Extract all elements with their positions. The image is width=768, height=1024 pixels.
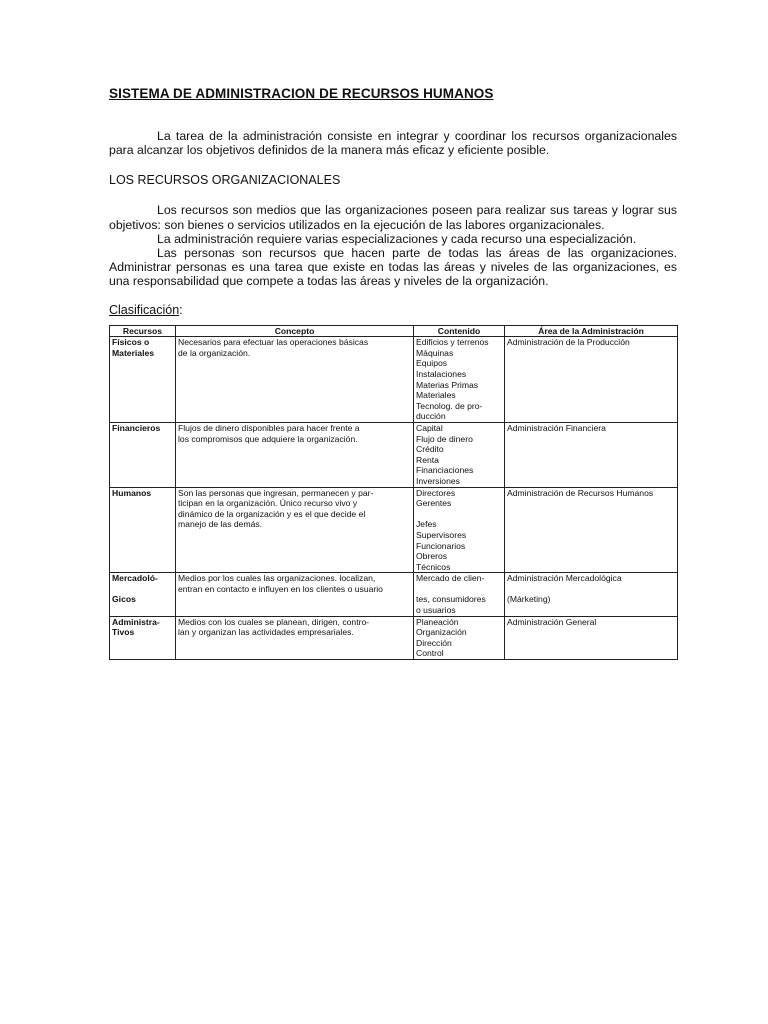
concepto-cell — [176, 616, 414, 659]
concepto-cell — [176, 337, 414, 423]
table-row — [110, 487, 678, 573]
area-cell — [505, 573, 678, 616]
cell-line: (Márketing) — [507, 594, 551, 605]
cell-line: lan y organizan las actividades empresariales. — [178, 627, 354, 638]
cell-line: Medios con los cuales se planean, dirigen, contro- — [178, 616, 370, 627]
table-row — [110, 573, 678, 616]
cell-line: Medios por los cuales las organizaciones. localizan, — [178, 573, 376, 584]
area-cell — [505, 616, 678, 659]
cell-line: los compromisos que adquiere la organización. — [178, 433, 358, 444]
cell-line: Instalaciones — [416, 369, 467, 379]
recurso-cell — [110, 616, 176, 659]
recurso-cell — [110, 337, 176, 423]
clasificacion-label: Clasificación — [109, 302, 180, 317]
cell-line: Equipos — [416, 358, 448, 369]
cell-line: Tivos — [112, 627, 135, 638]
header-recursos: Recursos — [110, 325, 176, 337]
table-row — [110, 616, 678, 659]
section-heading: LOS RECURSOS ORGANIZACIONALES — [109, 173, 341, 188]
document-page — [109, 86, 677, 660]
cell-line: Administración de Recursos Humanos — [507, 487, 654, 498]
contenido-cell — [414, 422, 505, 487]
cell-line — [507, 584, 675, 595]
clasificacion-colon: : — [179, 302, 183, 317]
cell-line: ticipan en la organización. Único recurso vivo y — [178, 498, 358, 509]
cell-line: Control — [416, 648, 444, 659]
recurso-cell — [110, 573, 176, 616]
paragraph-3: Las personas son recursos que hacen parte de todas las áreas de las organizaciones. Administrar personas es una tarea que existe en todas las áreas y niveles de las organizaciones, es una responsabilidad que compete a todas las áreas y niveles de la organización. — [109, 246, 677, 289]
cell-line: Obreros — [416, 551, 448, 562]
area-cell — [505, 422, 678, 487]
cell-line: o usuarios — [416, 605, 456, 616]
cell-line: Flujos de dinero disponibles para hacer frente a — [178, 422, 360, 433]
contenido-cell — [414, 337, 505, 423]
header-concepto: Concepto — [176, 325, 414, 337]
cell-line: Administra- — [112, 616, 160, 627]
table-row — [110, 422, 678, 487]
cell-line: Capital — [416, 422, 443, 433]
cell-line: Edificios y terrenos — [416, 337, 489, 348]
concepto-cell — [176, 422, 414, 487]
cell-line: Flujo de dinero — [416, 433, 473, 444]
cell-line: Financiaciones — [416, 465, 474, 476]
cell-line: Administración de la Producción — [507, 337, 630, 348]
cell-line: Máquinas — [416, 347, 454, 358]
concepto-cell — [176, 573, 414, 616]
cell-line: Son las personas que ingresan, permanecen y par- — [178, 487, 374, 498]
header-contenido: Contenido — [414, 325, 505, 337]
cell-line: Físicos o — [112, 337, 150, 348]
cell-line: Mercadoló- — [112, 573, 158, 584]
cell-line: Materias Primas — [416, 379, 479, 390]
table-row — [110, 337, 678, 423]
contenido-cell — [414, 573, 505, 616]
cell-line: Inversiones — [416, 475, 460, 486]
cell-line — [416, 584, 502, 595]
table-header-row — [110, 325, 678, 337]
cell-line: manejo de las demás. — [178, 519, 263, 530]
clasificacion-heading — [109, 303, 677, 317]
cell-line: Materiales — [416, 390, 456, 401]
cell-line: Humanos — [112, 487, 152, 498]
resources-table — [109, 325, 678, 660]
contenido-cell — [414, 487, 505, 573]
intro-paragraph: La tarea de la administración consiste en integrar y coordinar los recursos organizacionales para alcanzar los objetivos definidos de la manera más eficaz y eficiente posible. — [109, 129, 677, 158]
cell-line: Materiales — [112, 347, 155, 358]
cell-line: Directores — [416, 487, 456, 498]
cell-line: Crédito — [416, 444, 444, 455]
cell-line: entran en contacto e influyen en los clientes o usuario — [178, 583, 383, 594]
cell-line: Administración Mercadológica — [507, 573, 622, 584]
cell-line: Gicos — [112, 594, 136, 605]
cell-line: Administración General — [507, 616, 597, 627]
cell-line: Planeación — [416, 616, 459, 627]
cell-line: Supervisores — [416, 529, 467, 540]
cell-line: ducción — [416, 411, 446, 422]
cell-line — [416, 509, 502, 520]
cell-line: Financieros — [112, 422, 161, 433]
table-body — [110, 337, 678, 660]
cell-line: Gerentes — [416, 498, 452, 509]
cell-line: Necesarios para efectuar las operaciones básicas — [178, 337, 369, 348]
document-title: SISTEMA DE ADMINISTRACION DE RECURSOS HUMANOS — [109, 86, 494, 101]
cell-line: de la organización. — [178, 347, 251, 358]
area-cell — [505, 337, 678, 423]
cell-line: Organización — [416, 627, 467, 638]
cell-line: Mercado de clien- — [416, 573, 485, 584]
cell-line: Funcionarios — [416, 540, 466, 551]
cell-line: Dirección — [416, 637, 452, 648]
cell-line: tes, consumidores — [416, 594, 486, 605]
concepto-cell — [176, 487, 414, 573]
header-area: Área de la Administración — [505, 325, 678, 337]
cell-line — [112, 584, 173, 595]
recurso-cell — [110, 422, 176, 487]
cell-line: Tecnolog. de pro- — [416, 400, 483, 411]
cell-line: Renta — [416, 454, 439, 465]
paragraph-2: La administración requiere varias especializaciones y cada recurso una especialización. — [157, 231, 637, 246]
cell-line: dinámico de la organización y es el que decide el — [178, 508, 366, 519]
cell-line: Jefes — [416, 519, 437, 530]
cell-line: Técnicos — [416, 561, 451, 572]
contenido-cell — [414, 616, 505, 659]
cell-line: Administración Financiera — [507, 422, 606, 433]
area-cell — [505, 487, 678, 573]
recurso-cell — [110, 487, 176, 573]
paragraph-1: Los recursos son medios que las organizaciones poseen para realizar sus tareas y lograr sus objetivos: son bienes o servicios utilizados en la ejecución de las labores organizacionales. — [109, 203, 677, 232]
